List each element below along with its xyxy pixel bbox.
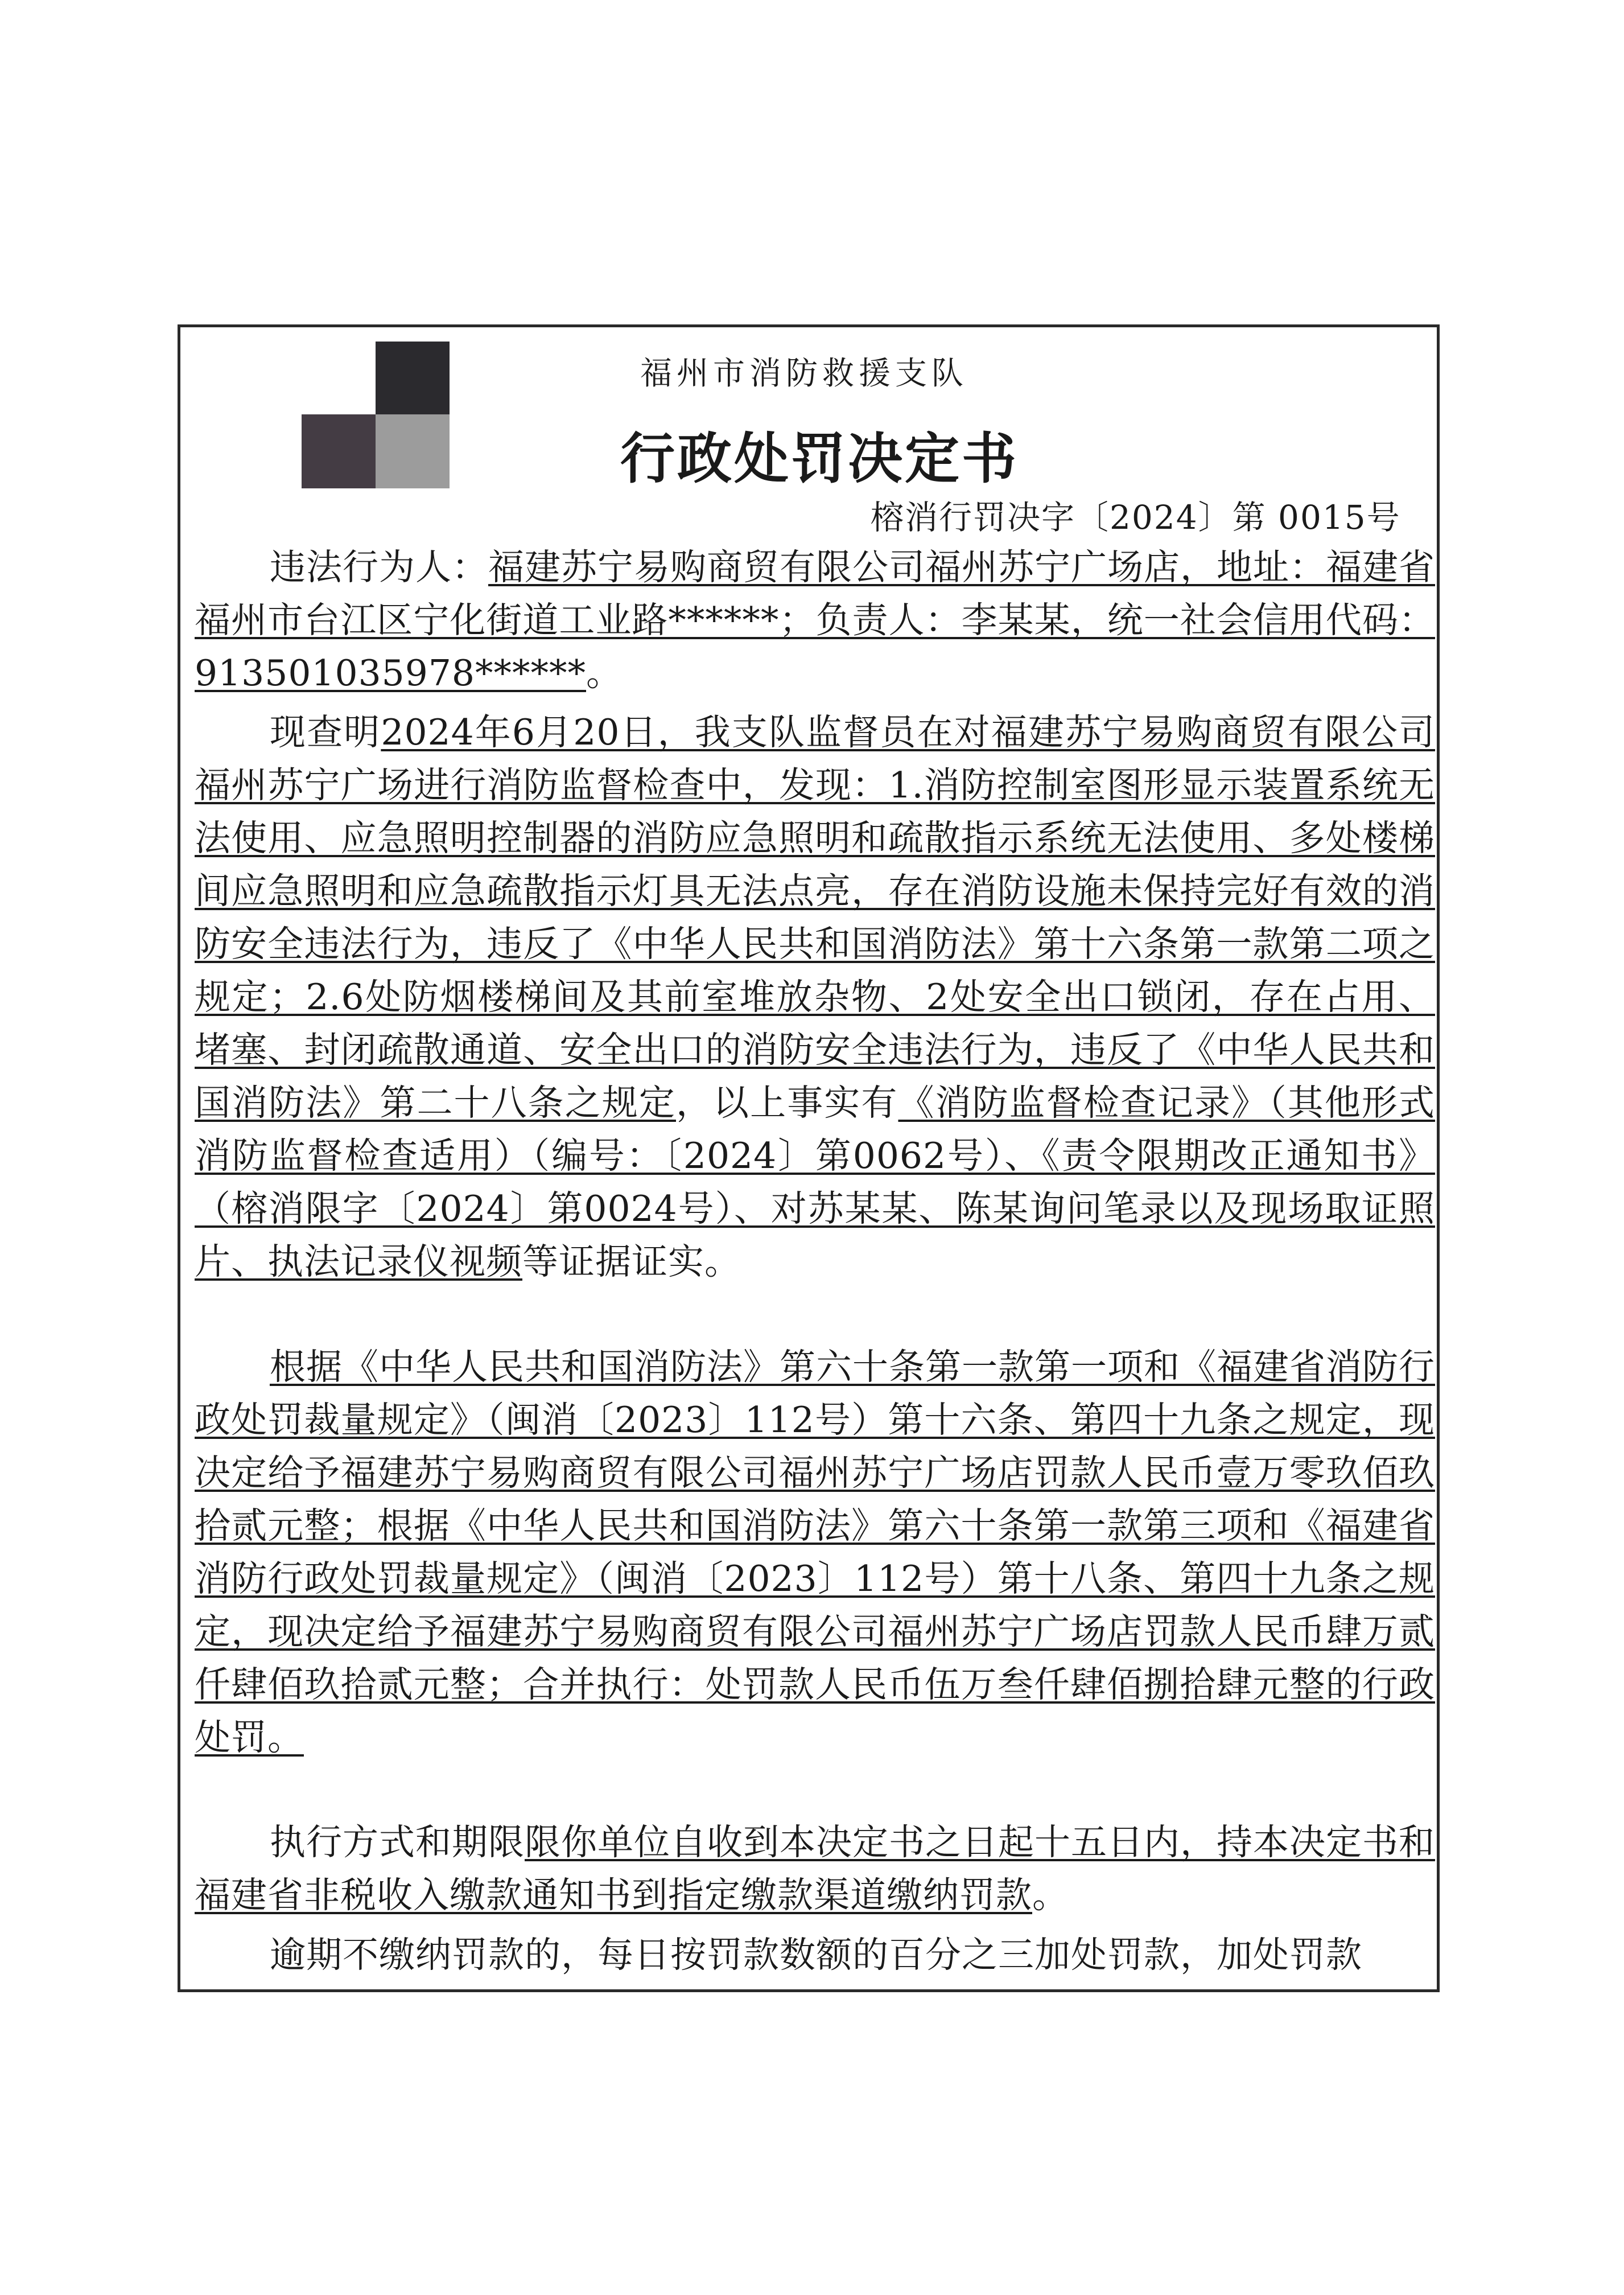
facts-lead: 现查明 xyxy=(270,711,381,753)
overdue-text: 逾期不缴纳罚款的，每日按罚款数额的百分之三加处罚款，加处罚款 xyxy=(270,1934,1362,1976)
overdue-paragraph xyxy=(195,1928,1435,1981)
party-end: 。 xyxy=(586,652,623,694)
party-details: 福建苏宁易购商贸有限公司福州苏宁广场店，地址：福建省福州市台江区宁化街道工业路******；负责人：李某某，统一社会信用代码：913501035978****** xyxy=(195,546,1435,694)
execution-lead: 执行方式和期限 xyxy=(270,1821,525,1863)
facts-findings: 2024年6月20日，我支队监督员在对福建苏宁易购商贸有限公司福州苏宁广场进行消防监督检查中，发现：1.消防控制室图形显示装置系统无法使用、应急照明控制器的消防应急照明和疏散指示系统无法使用、多处楼梯间应急照明和应急疏散指示灯具无法点亮，存在消防设施未保持完好有效的消防安全违法行为，违反了《中华人民共和国消防法》第十六条第一款第二项之规定；2.6处防烟楼梯间及其前室堆放杂物、2处安全出口锁闭，存在占用、堵塞、封闭疏散通道、安全出口的消防安全违法行为，违反了《中华人民共和国消防法》第二十八条之规定 xyxy=(195,711,1436,1124)
execution-end: 。 xyxy=(1032,1874,1069,1916)
qr-code-pixelated xyxy=(302,414,376,488)
issuer-name: 福州市消防救援支队 xyxy=(640,355,968,392)
decision-text: 根据《中华人民共和国消防法》第六十条第一款第一项和《福建省消防行政处罚裁量规定》（闽消〔2023〕112号）第十六条、第四十九条之规定，现决定给予福建苏宁易购商贸有限公司福州苏宁广场店罚款人民币壹万零玖佰玖拾贰元整；根据《中华人民共和国消防法》第六十条第一款第三项和《福建省消防行政处罚裁量规定》（闽消〔2023〕112号）第十八条、第四十九条之规定，现决定给予福建苏宁易购商贸有限公司福州苏宁广场店罚款人民币肆万贰仟肆佰玖拾贰元整；合并执行：处罚款人民币伍万叁仟肆佰捌拾肆元整的行政处罚。 xyxy=(195,1346,1435,1758)
execution-paragraph xyxy=(195,1816,1435,1922)
facts-evidence: 《消防监督检查记录》（其他形式消防监督检查适用）（编号：〔2024〕第0062号）、《责令限期改正通知书》（榕消限字〔2024〕第0024号）、对苏某某、陈某询问笔录以及现场取证照片、执法记录仪视频 xyxy=(195,1082,1436,1282)
party-label: 违法行为人： xyxy=(270,546,488,588)
decision-paragraph xyxy=(195,1340,1435,1764)
facts-end: 等证据证实。 xyxy=(522,1241,741,1282)
qr-code-pixelated xyxy=(376,342,450,414)
party-paragraph xyxy=(195,541,1435,700)
facts-middle: ，以上事实有 xyxy=(675,1082,898,1124)
qr-code-pixelated xyxy=(376,414,450,488)
document-title: 行政处罚决定书 xyxy=(620,426,1019,491)
facts-paragraph xyxy=(195,706,1435,1288)
execution-terms: 限你单位自收到本决定书之日起十五日内，持本决定书和福建省非税收入缴款通知书到指定缴款渠道缴纳罚款 xyxy=(195,1821,1435,1916)
document-number: 榕消行罚决字〔2024〕第 0015号 xyxy=(871,498,1401,537)
